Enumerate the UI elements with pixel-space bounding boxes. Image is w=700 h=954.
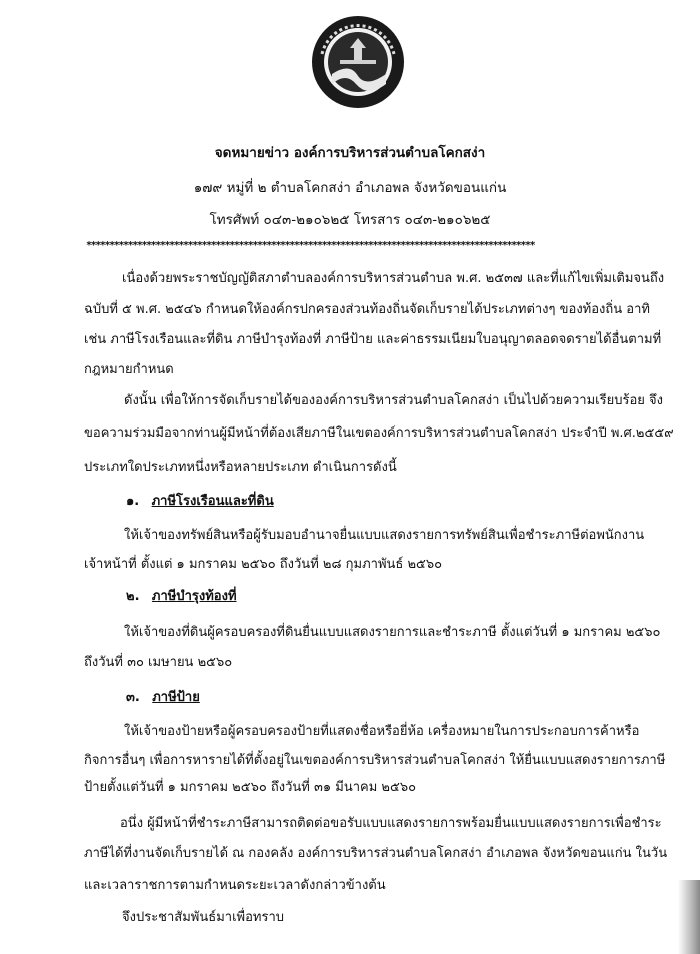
section-number: ๑. — [126, 494, 140, 509]
organization-seal-icon — [310, 14, 406, 110]
intro-line-3: เช่น ภาษีโรงเรือนและที่ดิน ภาษีบำรุงท้องที่ ภาษีป้าย และค่าธรรมเนียมใบอนุญาตลอดจดรายได้อื่นตามที่ — [84, 332, 662, 347]
closing-line-1: อนึ่ง ผู้มีหน้าที่ชำระภาษีสามารถติดต่อขอรับแบบแสดงรายการพร้อมยื่นแบบแสดงรายการเพื่อชำระ — [120, 816, 662, 831]
section-number: ๓. — [126, 690, 140, 705]
closing-line-2: ภาษีได้ที่งานจัดเก็บรายได้ ณ กองคลัง องค์การบริหารส่วนตำบลโคกสง่า อำเภอพล จังหวัดขอนแก่น ในวัน — [84, 846, 668, 861]
separator-line: ************************************************************************************************* — [86, 240, 535, 251]
scan-edge-shadow — [678, 880, 700, 954]
section-2-line-2: ถึงวันที่ ๓๐ เมษายน ๒๕๖๐ — [84, 655, 233, 670]
section-title: ภาษีบำรุงท้องที่ — [151, 589, 237, 604]
address-line: ๑๗๙ หมู่ที่ ๒ ตำบลโคกสง่า อำเภอพล จังหวัดขอนแก่น — [193, 180, 507, 196]
section-3-line-2: กิจการอื่นๆ เพื่อการหารายได้ที่ตั้งอยู่ในเขตองค์การบริหารส่วนตำบลโคกสง่า ให้ยื่นแบบแสดงรายการภาษี — [84, 753, 666, 768]
section-3-heading — [126, 686, 200, 707]
section-2-line-1: ให้เจ้าของที่ดินผู้ครอบครองที่ดินยื่นแบบแสดงรายการและชำระภาษี ตั้งแต่วันที่ ๑ มกราคม ๒๕๖๐ — [124, 625, 661, 640]
purpose-line-1: ดังนั้น เพื่อให้การจัดเก็บรายได้ขององค์การบริหารส่วนตำบลโคกสง่า เป็นไปด้วยความเรียบร้อย จึง — [124, 393, 663, 408]
intro-line-2: ฉบับที่ ๕ พ.ศ. ๒๕๔๖ กำหนดให้องค์กรปกครองส่วนท้องถิ่นจัดเก็บรายได้ประเภทต่างๆ ของท้องถิ่น อาทิ — [84, 302, 650, 317]
closing-line-4: จึงประชาสัมพันธ์มาเพื่อทราบ — [122, 910, 284, 925]
section-1-line-2: เจ้าหน้าที่ ตั้งแต่ ๑ มกราคม ๒๕๖๐ ถึงวันที่ ๒๘ กุมภาพันธ์ ๒๕๖๐ — [84, 557, 443, 572]
section-3-line-3: ป้ายตั้งแต่วันที่ ๑ มกราคม ๒๕๖๐ ถึงวันที่ ๓๑ มีนาคม ๒๕๖๐ — [84, 780, 417, 795]
section-3-line-1: ให้เจ้าของป้ายหรือผู้ครอบครองป้ายที่แสดงชื่อหรือยี่ห้อ เครื่องหมายในการประกอบการค้าหรือ — [124, 724, 640, 739]
intro-line-4: กฎหมายกำหนด — [84, 362, 174, 377]
section-2-heading — [126, 585, 237, 606]
section-title: ภาษีป้าย — [152, 690, 200, 705]
purpose-line-2: ขอความร่วมมือจากท่านผู้มีหน้าที่ต้องเสียภาษีในเขตองค์การบริหารส่วนตำบลโคกสง่า ประจำปี พ.ศ.๒๕๕๙ — [84, 426, 674, 441]
intro-line-1: เนื่องด้วยพระราชบัญญัติสภาตำบลองค์การบริหารส่วนตำบล พ.ศ. ๒๕๓๗ และที่แก้ไขเพิ่มเติมจนถึง — [122, 271, 665, 286]
section-1-line-1: ให้เจ้าของทรัพย์สินหรือผู้รับมอบอำนาจยื่นแบบแสดงรายการทรัพย์สินเพื่อชำระภาษีต่อพนักงาน — [124, 528, 645, 543]
section-1-heading — [126, 490, 274, 511]
closing-line-3: และเวลาราชการตามกำหนดระยะเวลาดังกล่าวข้างต้น — [84, 878, 386, 893]
section-title: ภาษีโรงเรือนและที่ดิน — [151, 494, 274, 509]
contact-line: โทรศัพท์ ๐๔๓-๒๑๐๖๒๕ โทรสาร ๐๔๓-๒๑๐๖๒๕ — [209, 212, 491, 228]
section-number: ๒. — [126, 589, 140, 604]
purpose-line-3: ประเภทใดประเภทหนึ่งหรือหลายประเภท ดำเนินการดังนี้ — [84, 460, 397, 475]
letter-title: จดหมายข่าว องค์การบริหารส่วนตำบลโคกสง่า — [214, 145, 486, 161]
